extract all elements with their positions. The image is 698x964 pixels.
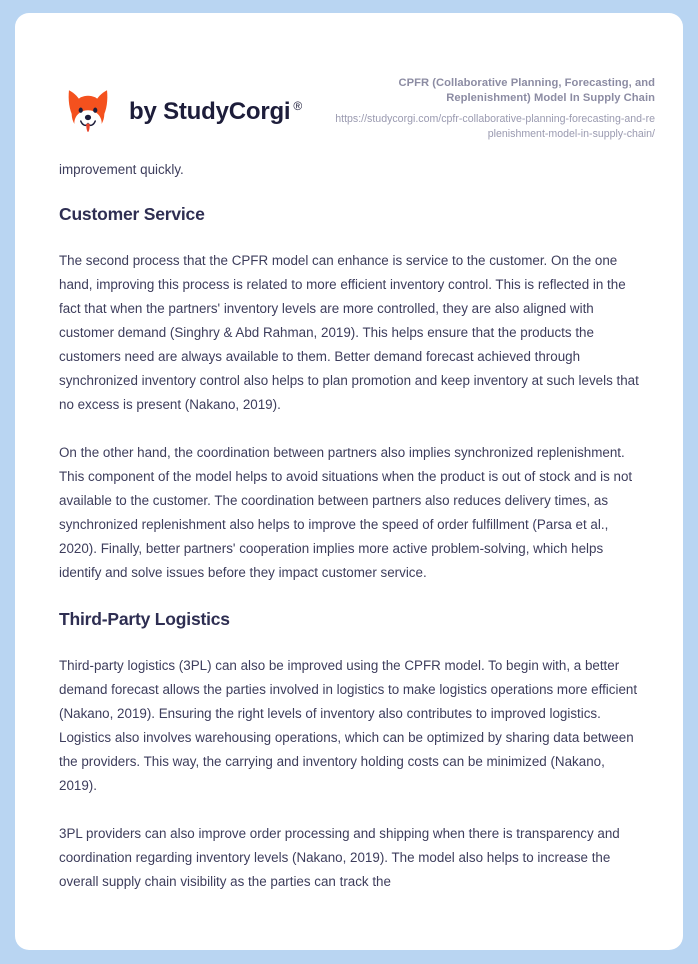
header-meta [335, 76, 655, 142]
paragraph: The second process that the CPFR model can enhance is service to the customer. On the one hand, improving this process is related to more efficient inventory control. This is reflected in the fact that when the partners' inventory levels are more controlled, they are also aligned with customer demand (Singhry & Abd Rahman, 2019). This helps ensure that the products the customers need are always available to them. Better demand forecast achieved through synchronized inventory control also helps to plan promotion and keep inventory at such levels that no excess is present (Nakano, 2019). [59, 253, 639, 412]
corgi-face-logo-icon [59, 83, 117, 141]
registered-trademark-icon: ® [293, 99, 303, 113]
document-title: CPFR (Collaborative Planning, Forecasting, and Replenishment) Model In Supply Chain [398, 77, 655, 105]
paragraph-intro-fragment: improvement quickly. [59, 162, 184, 177]
document-body [15, 158, 683, 894]
brand-lockup [59, 83, 302, 141]
document-page-card [15, 13, 683, 950]
brand-name [129, 100, 302, 124]
document-header [15, 13, 683, 158]
paragraph: Third-party logistics (3PL) can also be improved using the CPFR model. To begin with, a better demand forecast allows the parties involved in logistics to make logistics operations more efficient (Nakano, 2019). Ensuring the right levels of inventory also contributes to improved logistics. Logistics also involves warehousing operations, which can be optimized by sharing data between the providers. This way, the carrying and inventory holding costs can be minimized (Nakano, 2019). [59, 658, 638, 793]
document-source-url[interactable]: https://studycorgi.com/cpfr-collaborative-planning-forecasting-and-replenishment-model-in-supply-chain/ [335, 112, 655, 140]
paragraph: On the other hand, the coordination between partners also implies synchronized replenishment. This component of the model helps to avoid situations when the product is out of stock and is not available to the customer. The coordination between partners also reduces delivery times, as synchronized replenishment also helps to improve the speed of order fulfillment (Parsa et al., 2020). Finally, better partners' cooperation implies more active problem-solving, which helps identify and solve issues before they impact customer service. [59, 445, 633, 580]
section-heading-third-party-logistics: Third-Party Logistics [59, 609, 230, 629]
paragraph: 3PL providers can also improve order processing and shipping when there is transparency and coordination regarding inventory levels (Nakano, 2019). The model also helps to increase the overall supply chain visibility as the parties can track the [59, 826, 620, 889]
section-heading-customer-service: Customer Service [59, 204, 205, 224]
brand-name-text: by StudyCorgi [129, 98, 291, 125]
